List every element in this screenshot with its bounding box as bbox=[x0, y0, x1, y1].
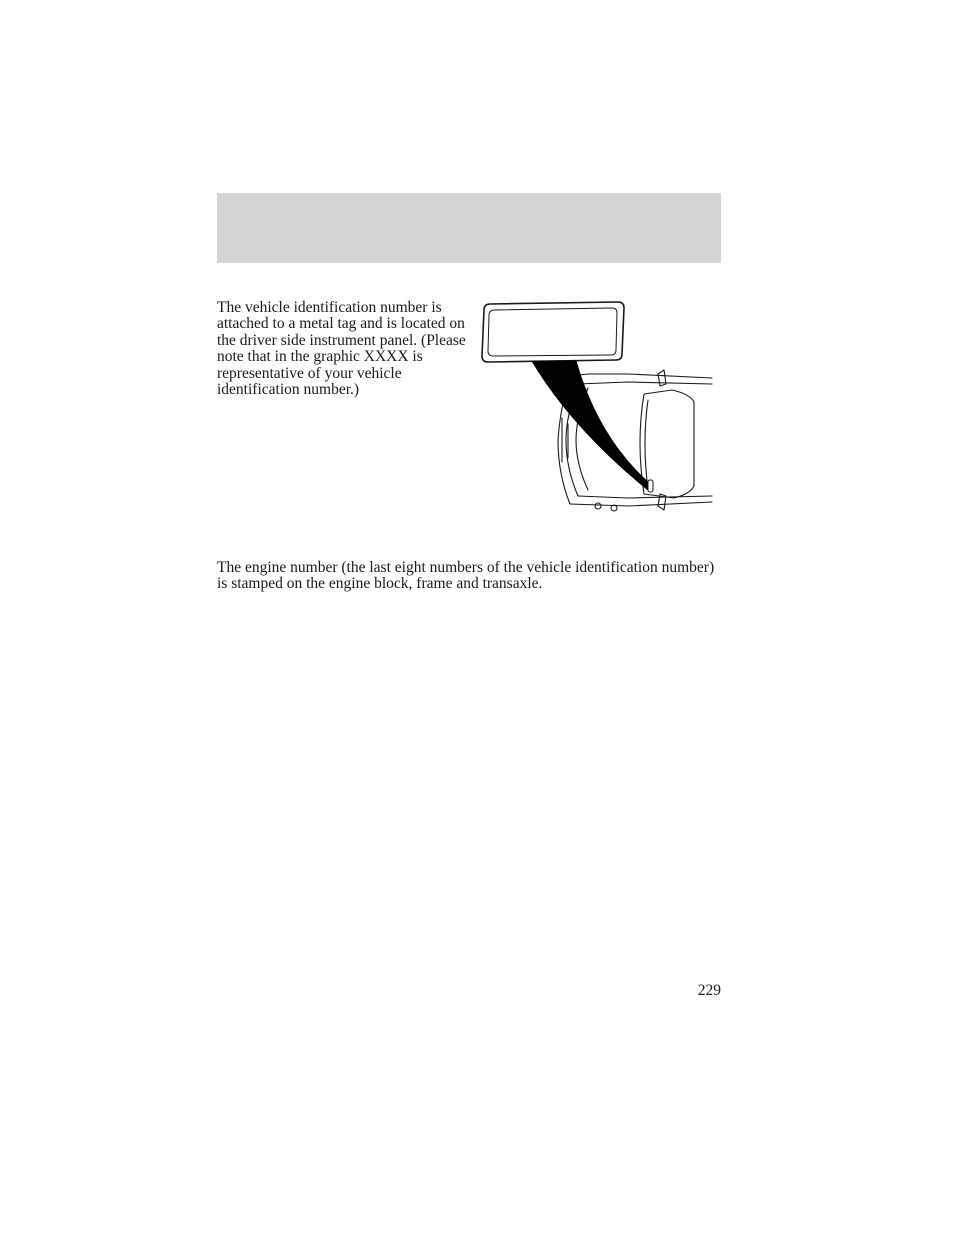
section-header-band bbox=[217, 193, 721, 263]
vin-location-diagram-icon bbox=[478, 298, 718, 520]
vin-tag-callout bbox=[482, 302, 624, 362]
callout-pointer bbox=[532, 361, 650, 490]
vin-plate-marker bbox=[648, 480, 653, 492]
engine-number-paragraph: The engine number (the last eight numbers of the vehicle identification number) is stamped on the engine block, frame and transaxle. bbox=[217, 559, 715, 593]
page-number: 229 bbox=[697, 982, 721, 999]
vin-location-paragraph: The vehicle identification number is attached to a metal tag and is located on the driver side instrument panel. (Please note that in the graphic XXXX is representative of your vehicle identification number.) bbox=[217, 299, 466, 399]
